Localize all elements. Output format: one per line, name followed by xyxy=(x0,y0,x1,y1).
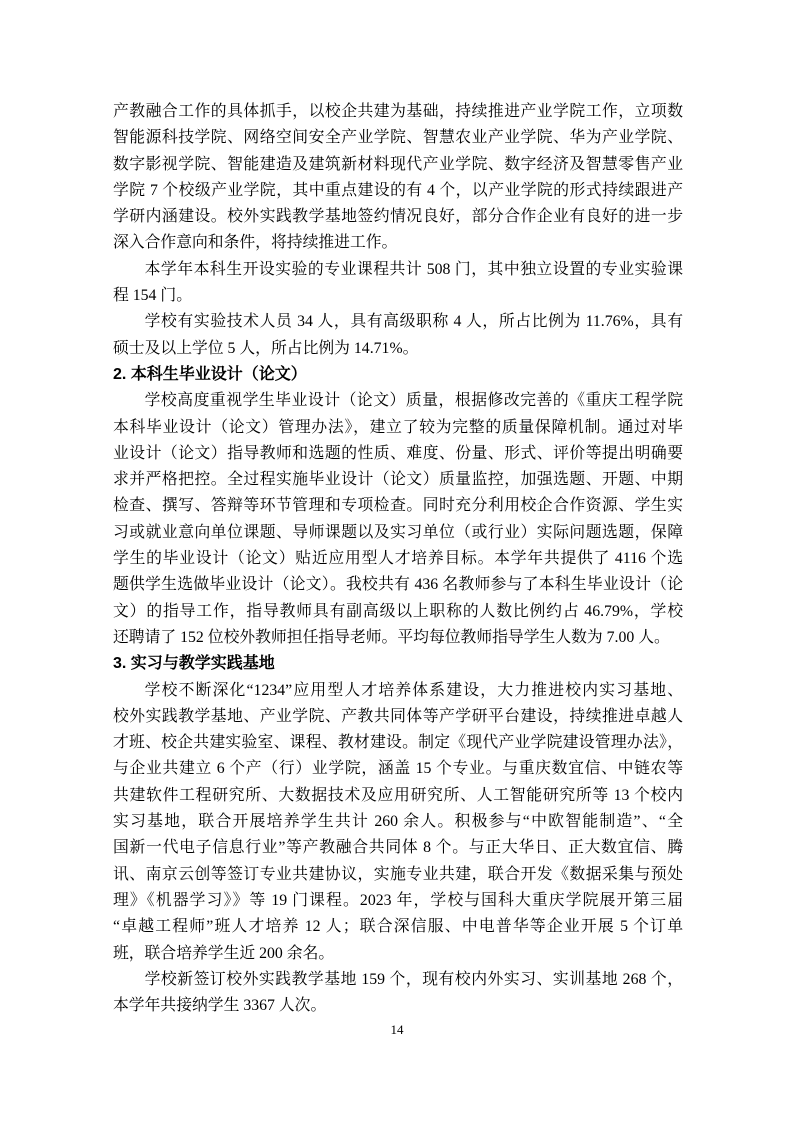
text-line: 本学年本科生开设实验的专业课程共计 508 门，其中独立设置的专业实验课 xyxy=(144,260,683,278)
paragraph xyxy=(113,388,683,651)
text-line: 班，联合培养学生近 200 余名。 xyxy=(113,944,335,962)
paragraph xyxy=(113,257,683,310)
text-line: 实习基地，联合开展培养学生共计 260 余人。积极参与“中欧智能制造”、“全 xyxy=(113,813,683,831)
text-line: 学校高度重视学生毕业设计（论文）质量，根据修改完善的《重庆工程学院 xyxy=(144,392,683,410)
paragraph xyxy=(113,99,683,257)
text-line: 习或就业意向单位课题、导师课题以及实习单位（或行业）实际问题选题，保障 xyxy=(113,523,683,541)
section-heading-practice-bases: 3. 实习与教学实践基地 xyxy=(113,655,275,673)
section-heading-graduation-design: 2. 本科生毕业设计（论文） xyxy=(113,365,307,383)
paragraph xyxy=(113,967,683,1020)
text-line: 智能源科技学院、网络空间安全产业学院、智慧农业产业学院、华为产业学院、 xyxy=(113,129,683,147)
text-line: 文）的指导工作，指导教师具有副高级以上职称的人数比例约占 46.79%，学校 xyxy=(113,602,683,620)
text-line: 共建软件工程研究所、大数据技术及应用研究所、人工智能研究所等 13 个校内 xyxy=(113,786,683,804)
paragraph xyxy=(113,309,683,362)
text-line: 本科毕业设计（论文）管理办法》，建立了较为完整的质量保障机制。通过对毕 xyxy=(113,418,683,436)
text-line: 本学年共接纳学生 3367 人次。 xyxy=(113,997,327,1015)
text-line: 讯、南京云创等签订专业共建协议，实施专业共建，联合开发《数据采集与预处 xyxy=(113,865,683,883)
text-line: 学校有实验技术人员 34 人，具有高级职称 4 人，所占比例为 11.76%，具有 xyxy=(144,313,683,331)
text-line: 与企业共建立 6 个产（行）业学院，涵盖 15 个专业。与重庆数宜信、中链农等 xyxy=(113,760,683,778)
text-line: 产教融合工作的具体抓手，以校企共建为基础，持续推进产业学院工作，立项数 xyxy=(113,103,683,120)
text-line: 学校不断深化“1234”应用型人才培养体系建设，大力推进校内实习基地、 xyxy=(144,681,683,699)
text-line: 业设计（论文）指导教师和选题的性质、难度、份量、形式、评价等提出明确要 xyxy=(113,444,683,462)
page-number: 14 xyxy=(390,1022,404,1037)
text-line: 学院 7 个校级产业学院，其中重点建设的有 4 个，以产业学院的形式持续跟进产 xyxy=(113,181,683,199)
text-line: “卓越工程师”班人才培养 12 人；联合深信服、中电普华等企业开展 5 个订单 xyxy=(113,918,683,936)
text-line: 求并严格把控。全过程实施毕业设计（论文）质量监控，加强选题、开题、中期 xyxy=(113,471,683,489)
text-line: 深入合作意向和条件，将持续推进工作。 xyxy=(113,234,398,252)
document-body xyxy=(113,99,683,1019)
text-line: 才班、校企共建实验室、课程、教材建设。制定《现代产业学院建设管理办法》， xyxy=(113,734,683,752)
text-line: 还聘请了 152 位校外教师担任指导老师。平均每位教师指导学生人数为 7.00 人。 xyxy=(113,628,670,646)
text-line: 硕士及以上学位 5 人，所占比例为 14.71%。 xyxy=(113,339,419,357)
text-line: 国新一代电子信息行业”等产教融合共同体 8 个。与正大华日、正大数宜信、腾 xyxy=(113,839,683,857)
text-line: 校外实践教学基地、产业学院、产教共同体等产学研平台建设，持续推进卓越人 xyxy=(113,707,683,725)
text-line: 程 154 门。 xyxy=(113,287,192,305)
text-line: 学校新签订校外实践教学基地 159 个，现有校内外实习、实训基地 268 个， xyxy=(144,970,683,988)
text-line: 学生的毕业设计（论文）贴近应用型人才培养目标。本学年共提供了 4116 个选 xyxy=(113,550,683,568)
text-line: 数字影视学院、智能建造及建筑新材料现代产业学院、数字经济及智慧零售产业 xyxy=(113,155,683,173)
text-line: 学研内涵建设。校外实践教学基地签约情况良好，部分合作企业有良好的进一步 xyxy=(113,208,683,226)
paragraph xyxy=(113,678,683,967)
text-line: 题供学生选做毕业设计（论文）。我校共有 436 名教师参与了本科生毕业设计（论 xyxy=(113,576,683,594)
text-line: 理》《机器学习》》等 19 门课程。2023 年，学校与国科大重庆学院展开第三届 xyxy=(113,891,683,909)
text-line: 检查、撰写、答辩等环节管理和专项检查。同时充分利用校企合作资源、学生实 xyxy=(113,497,683,515)
